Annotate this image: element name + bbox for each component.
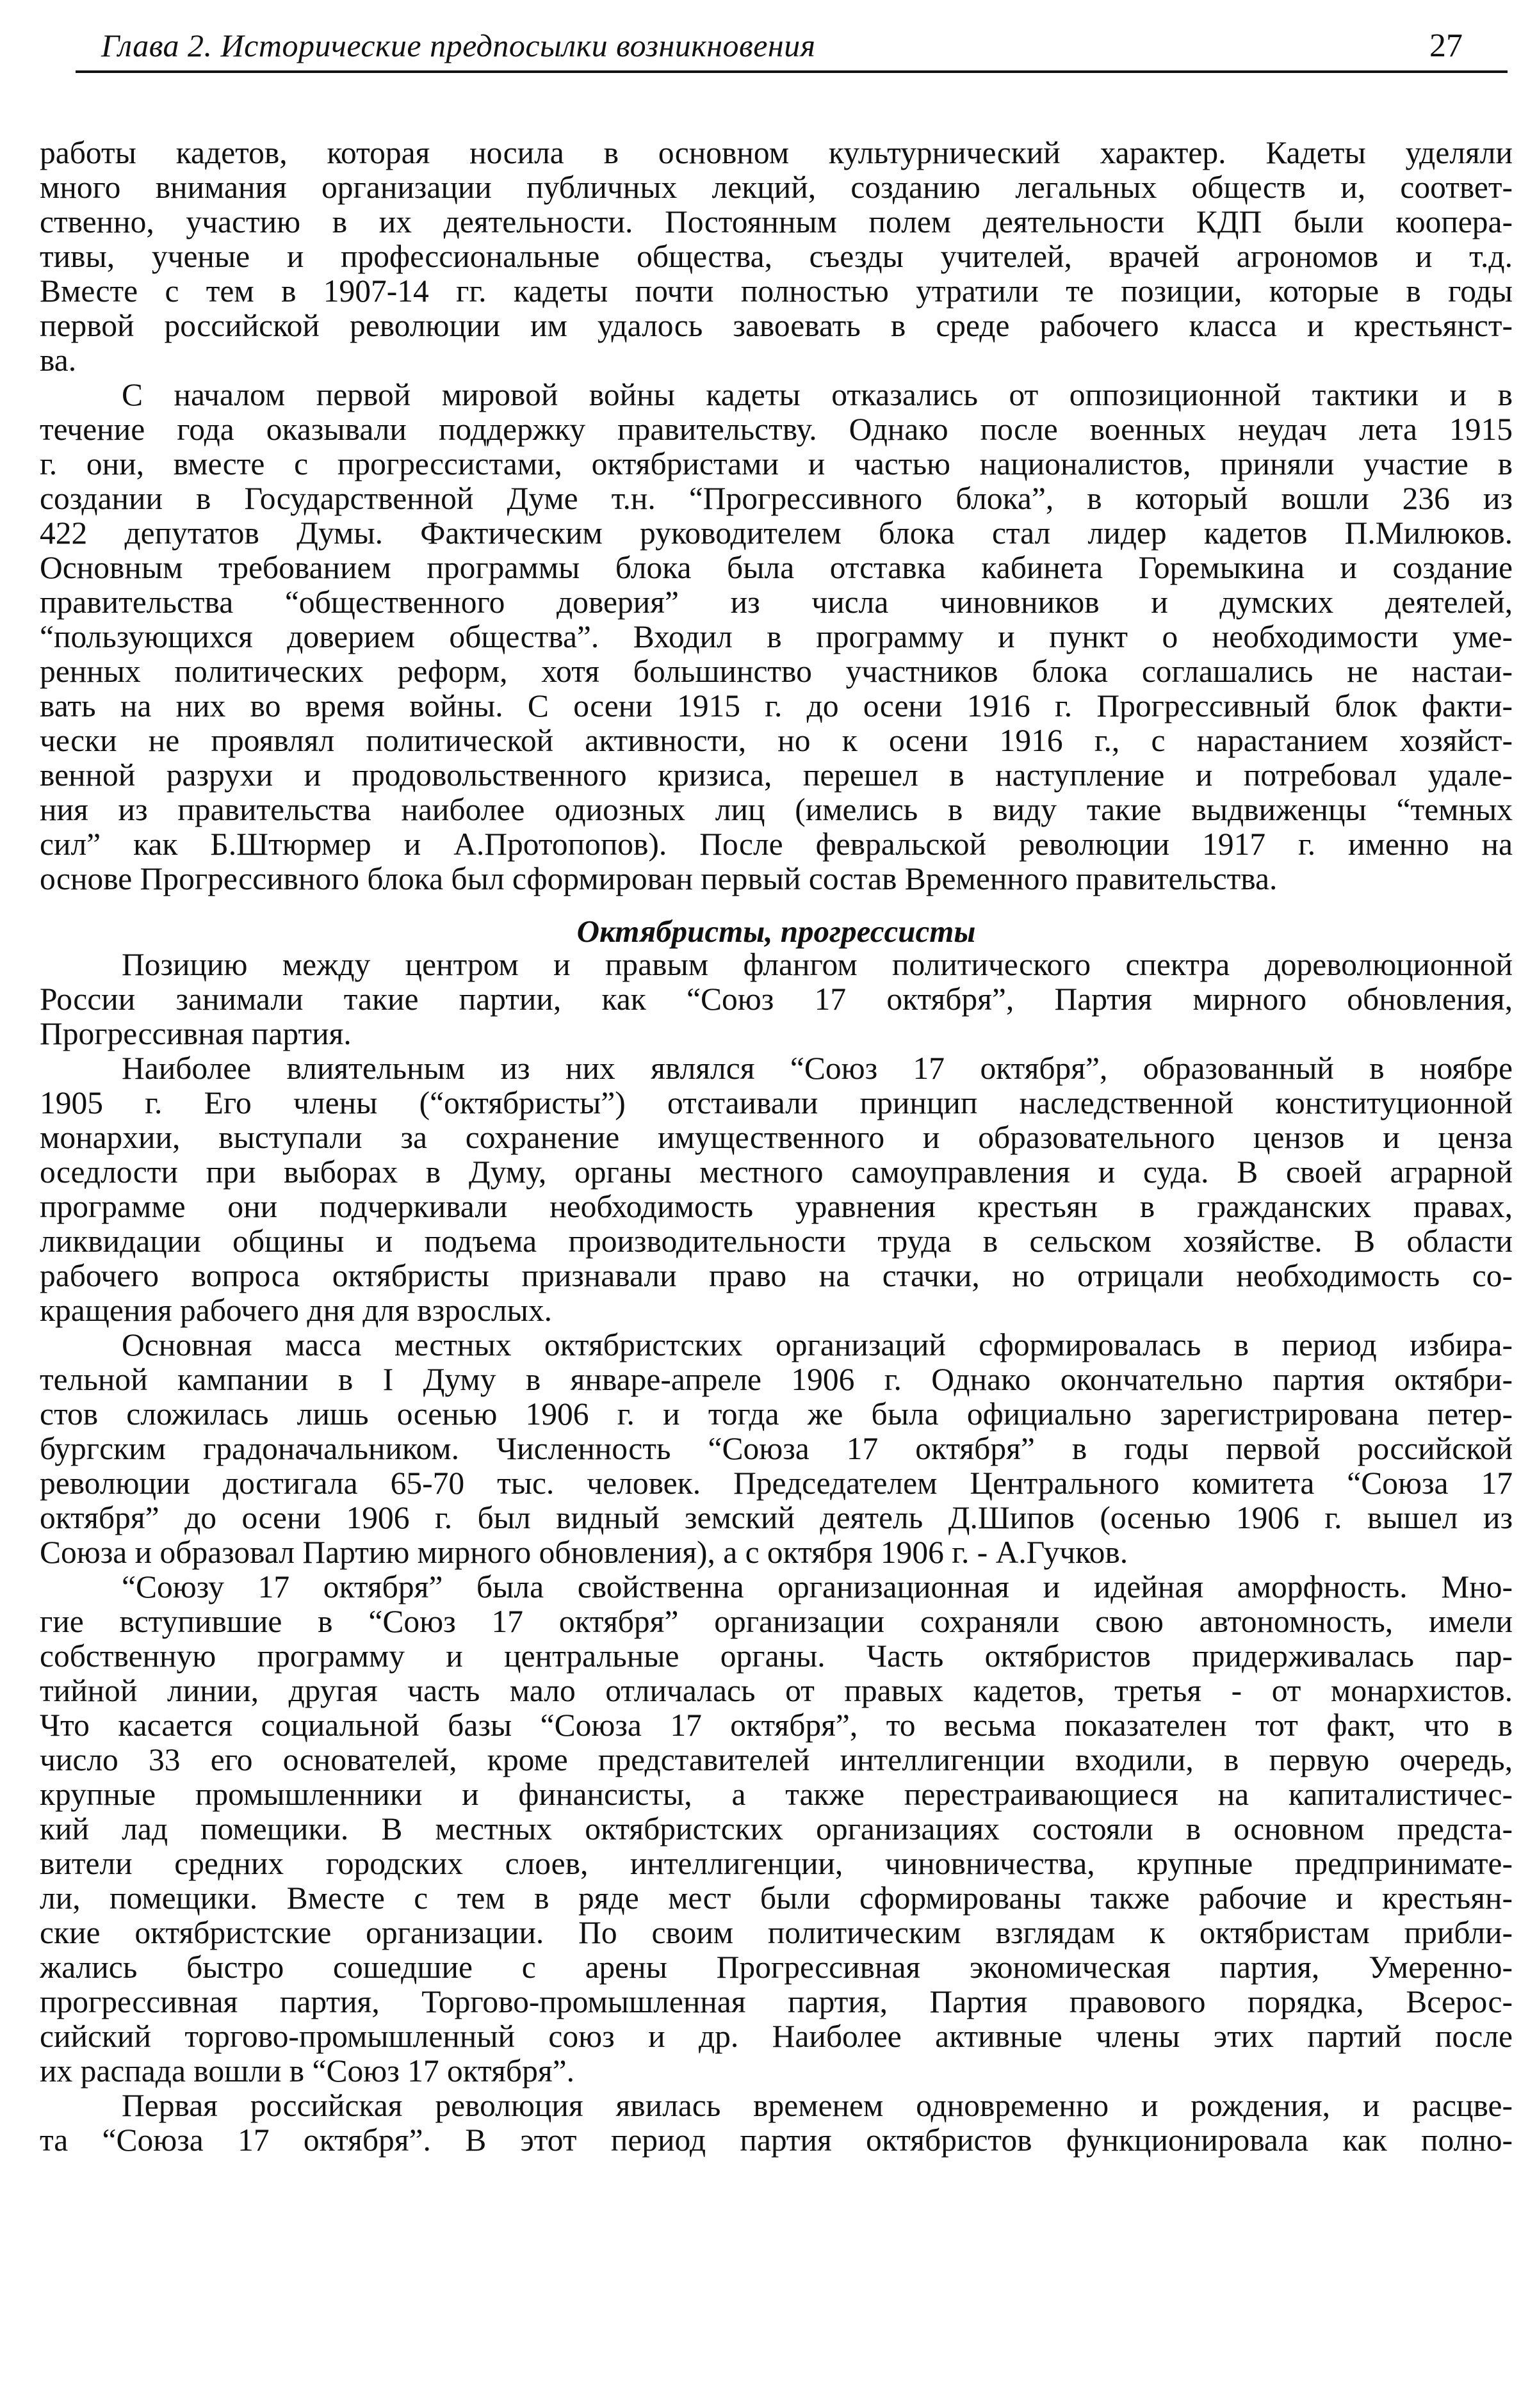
text-line: Союза и образовал Партию мирного обновления), а с октября 1906 г. - А.Гучков. — [40, 1535, 1128, 1570]
paragraph — [40, 948, 1513, 1051]
text-line: кращения рабочего дня для взрослых. — [40, 1293, 552, 1328]
paragraph — [40, 1051, 1513, 1328]
text-line: много внимания организации публичных лекций, созданию легальных обществ и, соответ- — [40, 170, 1513, 205]
text-line: Вместе с тем в 1907-14 гг. кадеты почти полностью утратили те позиции, которые в годы — [40, 274, 1513, 309]
text-line: бургским градоначальником. Численность “Союза 17 октября” в годы первой российской — [40, 1432, 1513, 1466]
text-line: ренных политических реформ, хотя большинство участников блока соглашались не настаи- — [40, 654, 1513, 689]
text-line: России занимали такие партии, как “Союз 17 октября”, Партия мирного обновления, — [40, 982, 1513, 1017]
text-line: работы кадетов, которая носила в основном культурнический характер. Кадеты уделяли — [40, 136, 1513, 170]
text-line: оседлости при выборах в Думу, органы местного самоуправления и суда. В своей аграрной — [40, 1155, 1513, 1190]
page-number: 27 — [1429, 28, 1463, 64]
text-line: первой российской революции им удалось завоевать в среде рабочего класса и крестьянст- — [40, 309, 1513, 343]
text-line: программе они подчеркивали необходимость уравнения крестьян в гражданских правах, — [40, 1190, 1513, 1224]
text-line: течение года оказывали поддержку правительству. Однако после военных неудач лета 1915 — [40, 412, 1513, 447]
text-line: прогрессивная партия, Торгово-промышленная партия, Партия правового порядка, Всерос- — [40, 1985, 1513, 2019]
text-line: 422 депутатов Думы. Фактическим руководителем блока стал лидер кадетов П.Милюков. — [40, 516, 1513, 551]
text-line: г. они, вместе с прогрессистами, октябристами и частью националистов, приняли участие в — [40, 447, 1513, 481]
text-line: собственную программу и центральные органы. Часть октябристов придерживалась пар- — [40, 1639, 1513, 1674]
text-line: тийной линии, другая часть мало отличалась от правых кадетов, третья - от монархистов. — [40, 1674, 1513, 1708]
paragraph — [40, 1570, 1513, 2089]
text-line: ва. — [40, 343, 77, 378]
text-line: сийский торгово-промышленный союз и др. Наиболее активные члены этих партий после — [40, 2019, 1513, 2054]
text-line: стов сложилась лишь осенью 1906 г. и тогда же была официально зарегистрирована петер- — [40, 1397, 1513, 1432]
text-line: ликвидации общины и подъема производительности труда в сельском хозяйстве. В области — [40, 1224, 1513, 1259]
text-line: Основная масса местных октябристских организаций сформировалась в период избира- — [122, 1328, 1513, 1362]
text-line: жались быстро сошедшие с арены Прогрессивная экономическая партия, Умеренно- — [40, 1950, 1513, 1985]
text-line: вать на них во время войны. С осени 1915 г. до осени 1916 г. Прогрессивный блок факти- — [40, 689, 1513, 723]
text-line: Первая российская революция явилась временем одновременно и рождения, и расцве- — [122, 2089, 1513, 2123]
text-line: ственно, участию в их деятельности. Постоянным полем деятельности КДП были коопера- — [40, 205, 1513, 239]
text-line: венной разрухи и продовольственного кризиса, перешел в наступление и потребовал удале- — [40, 758, 1513, 793]
text-line: тивы, ученые и профессиональные общества, съезды учителей, врачей агрономов и т.д. — [40, 239, 1513, 274]
text-line: “Союзу 17 октября” была свойственна организационная и идейная аморфность. Мно- — [122, 1570, 1513, 1604]
text-line: ские октябристские организации. По своим политическим взглядам к октябристам прибли- — [40, 1916, 1513, 1950]
text-line: Позицию между центром и правым флангом политического спектра дореволюционной — [122, 948, 1513, 982]
text-line: Прогрессивная партия. — [40, 1017, 352, 1051]
text-line: тельной кампании в I Думу в январе-апреле 1906 г. Однако окончательно партия октябри- — [40, 1362, 1513, 1397]
text-line: рабочего вопроса октябристы признавали право на стачки, но отрицали необходимость со- — [40, 1259, 1513, 1293]
text-line: правительства “общественного доверия” из числа чиновников и думских деятелей, — [40, 585, 1513, 620]
text-line: кий лад помещики. В местных октябристских организациях состояли в основном предста- — [40, 1812, 1513, 1846]
chapter-title: Глава 2. Исторические предпосылки возникновения — [101, 28, 816, 63]
text-line: ния из правительства наиболее одиозных лиц (имелись в виду такие выдвиженцы “темных — [40, 793, 1513, 827]
text-line: ли, помещики. Вместе с тем в ряде мест были сформированы также рабочие и крестьян- — [40, 1881, 1513, 1916]
paragraph — [40, 136, 1513, 378]
text-line: октября” до осени 1906 г. был видный земский деятель Д.Шипов (осенью 1906 г. вышел из — [40, 1501, 1513, 1535]
paragraph — [40, 378, 1513, 896]
text-line: крупные промышленники и финансисты, а также перестраивающиеся на капиталистичес- — [40, 1777, 1513, 1812]
text-line: революции достигала 65-70 тыс. человек. Председателем Центрального комитета “Союза 17 — [40, 1466, 1513, 1501]
text-line: Что касается социальной базы “Союза 17 октября”, то весьма показателен тот факт, что в — [40, 1708, 1513, 1743]
body-text — [40, 136, 1513, 2158]
paragraph — [40, 2089, 1513, 2158]
text-line: гие вступившие в “Союз 17 октября” организации сохраняли свою автономность, имели — [40, 1604, 1513, 1639]
text-line: Основным требованием программы блока была отставка кабинета Горемыкина и создание — [40, 551, 1513, 585]
text-line: сил” как Б.Штюрмер и А.Протопопов). После февральской революции 1917 г. именно на — [40, 827, 1513, 862]
text-line: 1905 г. Его члены (“октябристы”) отстаивали принцип наследственной конституционной — [40, 1086, 1513, 1120]
text-line: “пользующихся доверием общества”. Входил в программу и пункт о необходимости уме- — [40, 620, 1513, 654]
paragraph — [40, 1328, 1513, 1570]
text-line: С началом первой мировой войны кадеты отказались от оппозиционной тактики и в — [122, 378, 1513, 412]
text-line: число 33 его основателей, кроме представителей интеллигенции входили, в первую очередь, — [40, 1743, 1513, 1777]
text-line: та “Союза 17 октября”. В этот период партия октябристов функционировала как полно- — [40, 2123, 1513, 2158]
running-header — [76, 23, 1508, 73]
section-heading: Октябристы, прогрессисты — [576, 914, 976, 949]
text-line: их распада вошли в “Союз 17 октября”. — [40, 2054, 574, 2089]
text-line: создании в Государственной Думе т.н. “Прогрессивного блока”, в который вошли 236 из — [40, 481, 1513, 516]
text-line: вители средних городских слоев, интеллигенции, чиновничества, крупные предпринимате- — [40, 1846, 1513, 1881]
text-line: Наиболее влиятельным из них являлся “Союз 17 октября”, образованный в ноябре — [122, 1051, 1513, 1086]
text-line: монархии, выступали за сохранение имущественного и образовательного цензов и ценза — [40, 1120, 1513, 1155]
text-line: основе Прогрессивного блока был сформирован первый состав Временного правительства. — [40, 862, 1278, 896]
text-line: чески не проявлял политической активности, но к осени 1916 г., с нарастанием хозяйст- — [40, 723, 1513, 758]
